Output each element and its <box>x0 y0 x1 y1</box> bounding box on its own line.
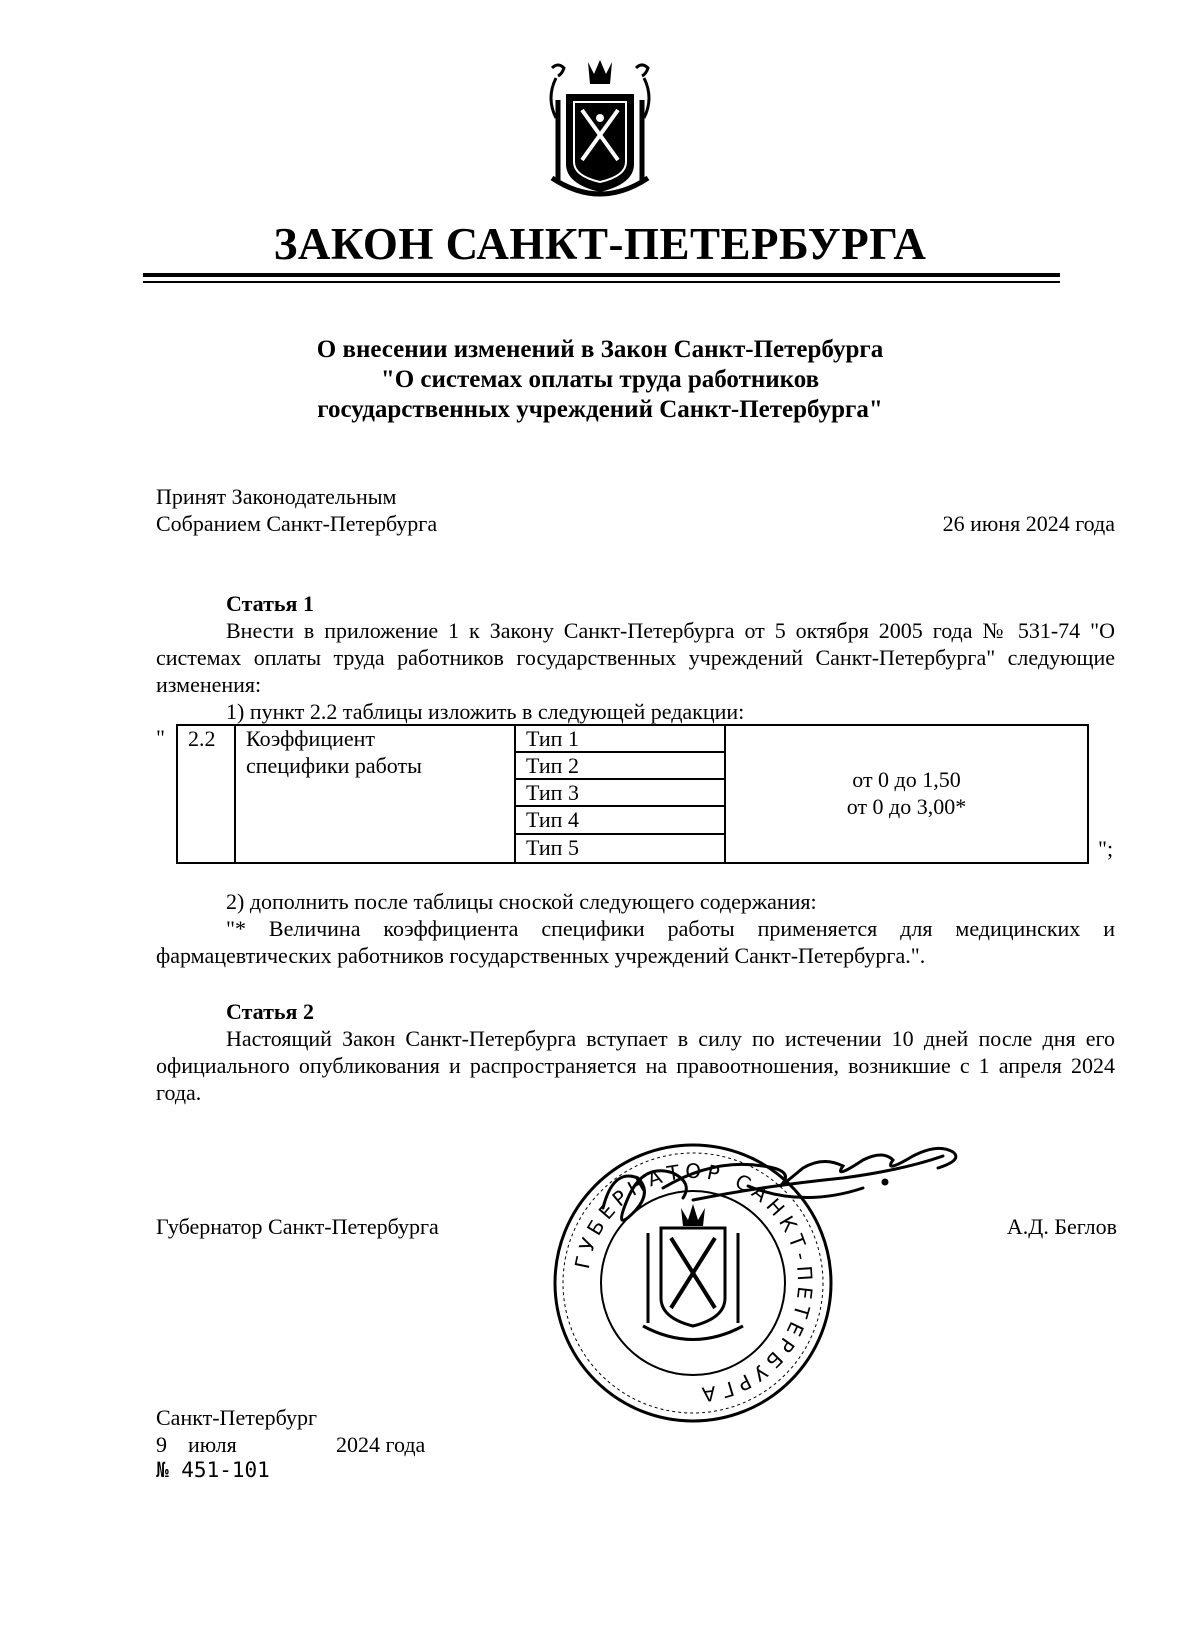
coat-of-arms-emblem <box>538 60 662 206</box>
table-type-cell: Тип 4 <box>526 807 579 832</box>
adoption-line: Собранием Санкт-Петербурга <box>156 511 438 536</box>
signing-place: Санкт-Петербург <box>156 1405 317 1430</box>
article-1-heading: Статья 1 <box>226 591 314 616</box>
article-1-item-2: 2) дополнить после таблицы сноской следующего содержания: <box>226 889 817 914</box>
article-1-text: Внести в приложение 1 к Закону Санкт-Петербурга от 5 октября 2005 года № 531-74 "О системах оплаты труда работников государственных учреждений Санкт-Петербурга" следующие изменения: <box>156 618 1115 697</box>
governor-seal-and-signature <box>543 1138 1003 1428</box>
subtitle-line: О внесении изменений в Закон Санкт-Петербурга <box>316 336 884 363</box>
governor-name: А.Д. Беглов <box>1006 1214 1117 1239</box>
amendment-table <box>176 724 1089 864</box>
signing-day: 9 <box>156 1432 167 1457</box>
governor-title: Губернатор Санкт-Петербурга <box>156 1214 439 1239</box>
coefficient-value-line: от 0 до 1,50 <box>852 767 961 792</box>
signing-year: 2024 года <box>336 1432 426 1457</box>
coefficient-name-line: специфики работы <box>246 753 422 778</box>
article-1-item-1: 1) пункт 2.2 таблицы изложить в следующей редакции: <box>226 699 745 724</box>
seal-stamp <box>555 1145 831 1421</box>
coefficient-name-line: Коэффициент <box>246 726 376 751</box>
document-title: ЗАКОН САНКТ-ПЕТЕРБУРГА <box>273 219 927 269</box>
coefficient-value-line: от 0 до 3,00* <box>846 794 967 819</box>
table-type-cell: Тип 3 <box>526 780 579 805</box>
adoption-line: Принят Законодательным <box>156 484 397 509</box>
table-coefficient-values <box>726 766 1087 820</box>
table-type-cell: Тип 2 <box>526 753 579 778</box>
law-number: № 451-101 <box>156 1458 270 1482</box>
subtitle-line: государственных учреждений Санкт-Петербурга" <box>317 396 883 423</box>
article-2-text: Настоящий Закон Санкт-Петербурга вступает в силу по истечении 10 дней после дня его официального опубликования и распространяется на правоотношения, возникшие с 1 апреля 2024 года. <box>156 1026 1115 1105</box>
table-coefficient-name <box>246 725 422 779</box>
subtitle-line: "О системах оплаты труда работников <box>380 366 820 393</box>
title-rule-thick <box>143 273 1060 277</box>
table-close-quote: "; <box>1098 836 1114 861</box>
title-rule-thin <box>143 281 1060 283</box>
adoption-date: 26 июня 2024 года <box>942 511 1115 536</box>
table-open-quote: " <box>156 725 165 750</box>
adoption-block <box>156 483 437 537</box>
table-type-cell: Тип 1 <box>526 726 579 751</box>
document-subtitle <box>0 335 1200 425</box>
article-2-heading: Статья 2 <box>226 999 314 1024</box>
signing-month: июля <box>188 1432 237 1457</box>
svg-text:ГУБЕРНАТОР САНКТ-ПЕТЕРБУРГА: ГУБЕРНАТОР САНКТ-ПЕТЕРБУРГА <box>569 1158 818 1408</box>
table-type-cell: Тип 5 <box>526 835 579 860</box>
table-row-number: 2.2 <box>188 726 216 751</box>
article-1-footnote-text: "* Величина коэффициента специфики работы применяется для медицинских и фармацевтических работников государственных учреждений Санкт-Петербурга.". <box>156 916 1115 968</box>
